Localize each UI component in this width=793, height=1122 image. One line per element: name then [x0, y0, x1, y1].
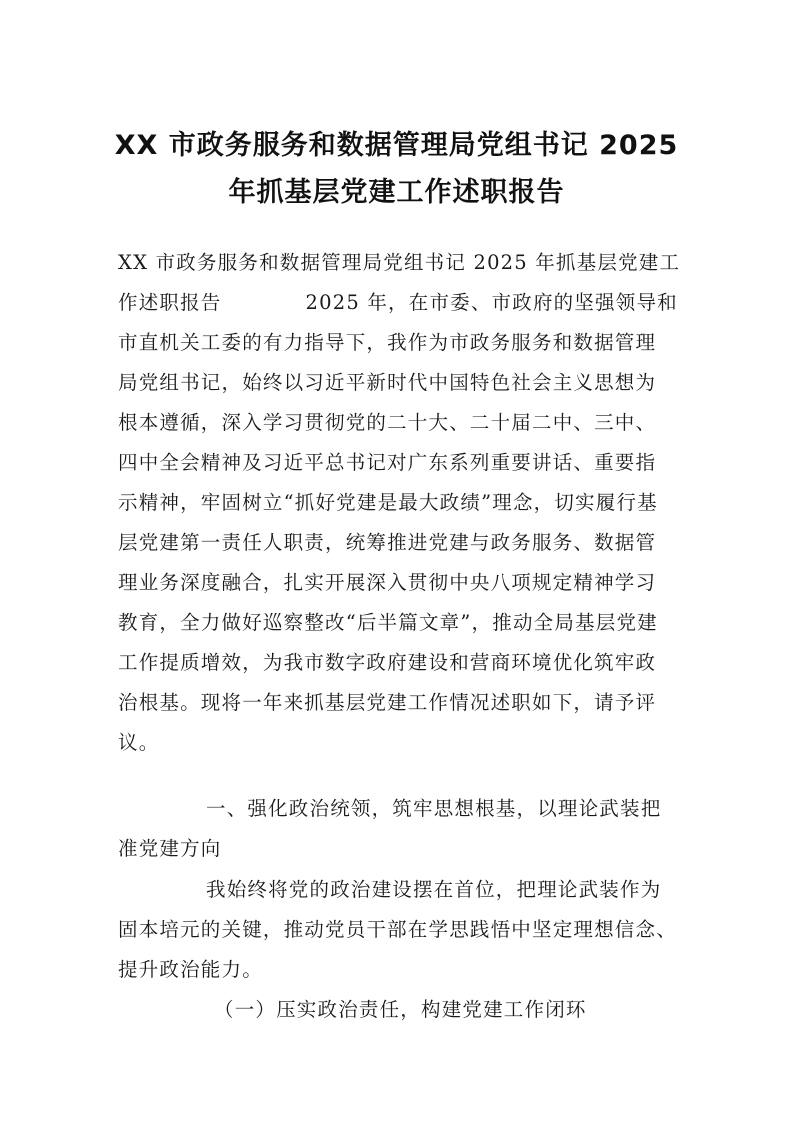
paragraph-line: 提升政治能力。: [118, 958, 263, 981]
intro-paragraph: [118, 243, 681, 763]
subsection-1-heading: （一）压实政治责任，构建党建工作闭环: [214, 998, 587, 1021]
section-heading-line: 一、强化政治统领，筑牢思想根基，以理论武装把: [206, 797, 662, 820]
paragraph-line: 固本培元的关键，推动党员干部在学思践悟中坚定理想信念、: [118, 918, 677, 941]
section-heading-line: 准党建方向: [118, 837, 222, 860]
paragraph-line: XX 市政务服务和数据管理局党组书记 2025 年抓基层党建工: [118, 251, 681, 274]
paragraph-line: 四中全会精神及习近平总书记对广东系列重要讲话、重要指: [118, 451, 657, 474]
paragraph-line: 议。: [118, 731, 160, 754]
paragraph-line: 治根基。现将一年来抓基层党建工作情况述职如下，请予评: [118, 691, 657, 714]
document-title-line-1: XX 市政务服务和数据管理局党组书记 2025: [114, 130, 679, 161]
paragraph-line: 市直机关工委的有力指导下，我作为市政务服务和数据管理: [118, 331, 657, 354]
paragraph-line: 根本遵循，深入学习贯彻党的二十大、二十届二中、三中、: [118, 411, 657, 434]
paragraph-line: 教育，全力做好巡察整改“后半篇文章”，推动全局基层党建: [118, 611, 658, 634]
document-title-line-2: 年抓基层党建工作述职报告: [228, 177, 565, 208]
paragraph-line: [118, 283, 678, 323]
paragraph-line: 示精神，牢固树立“抓好党建是最大政绩”理念，切实履行基: [118, 491, 658, 514]
paragraph-line: 局党组书记，始终以习近平新时代中国特色社会主义思想为: [118, 371, 657, 394]
section-1-paragraph: [118, 870, 678, 990]
section-1-heading: [118, 789, 678, 869]
paragraph-line: 我始终将党的政治建设摆在首位，把理论武装作为: [206, 878, 662, 901]
paragraph-line: 工作提质增效，为我市数字政府建设和营商环境优化筑牢政: [118, 651, 657, 674]
paragraph-line: 层党建第一责任人职责，统筹推进党建与政务服务、数据管: [118, 531, 657, 554]
paragraph-fragment: 作述职报告: [118, 291, 222, 314]
paragraph-line: 理业务深度融合，扎实开展深入贯彻中央八项规定精神学习: [118, 571, 657, 594]
paragraph-fragment: 2025 年，在市委、市政府的坚强领导和: [305, 291, 678, 314]
